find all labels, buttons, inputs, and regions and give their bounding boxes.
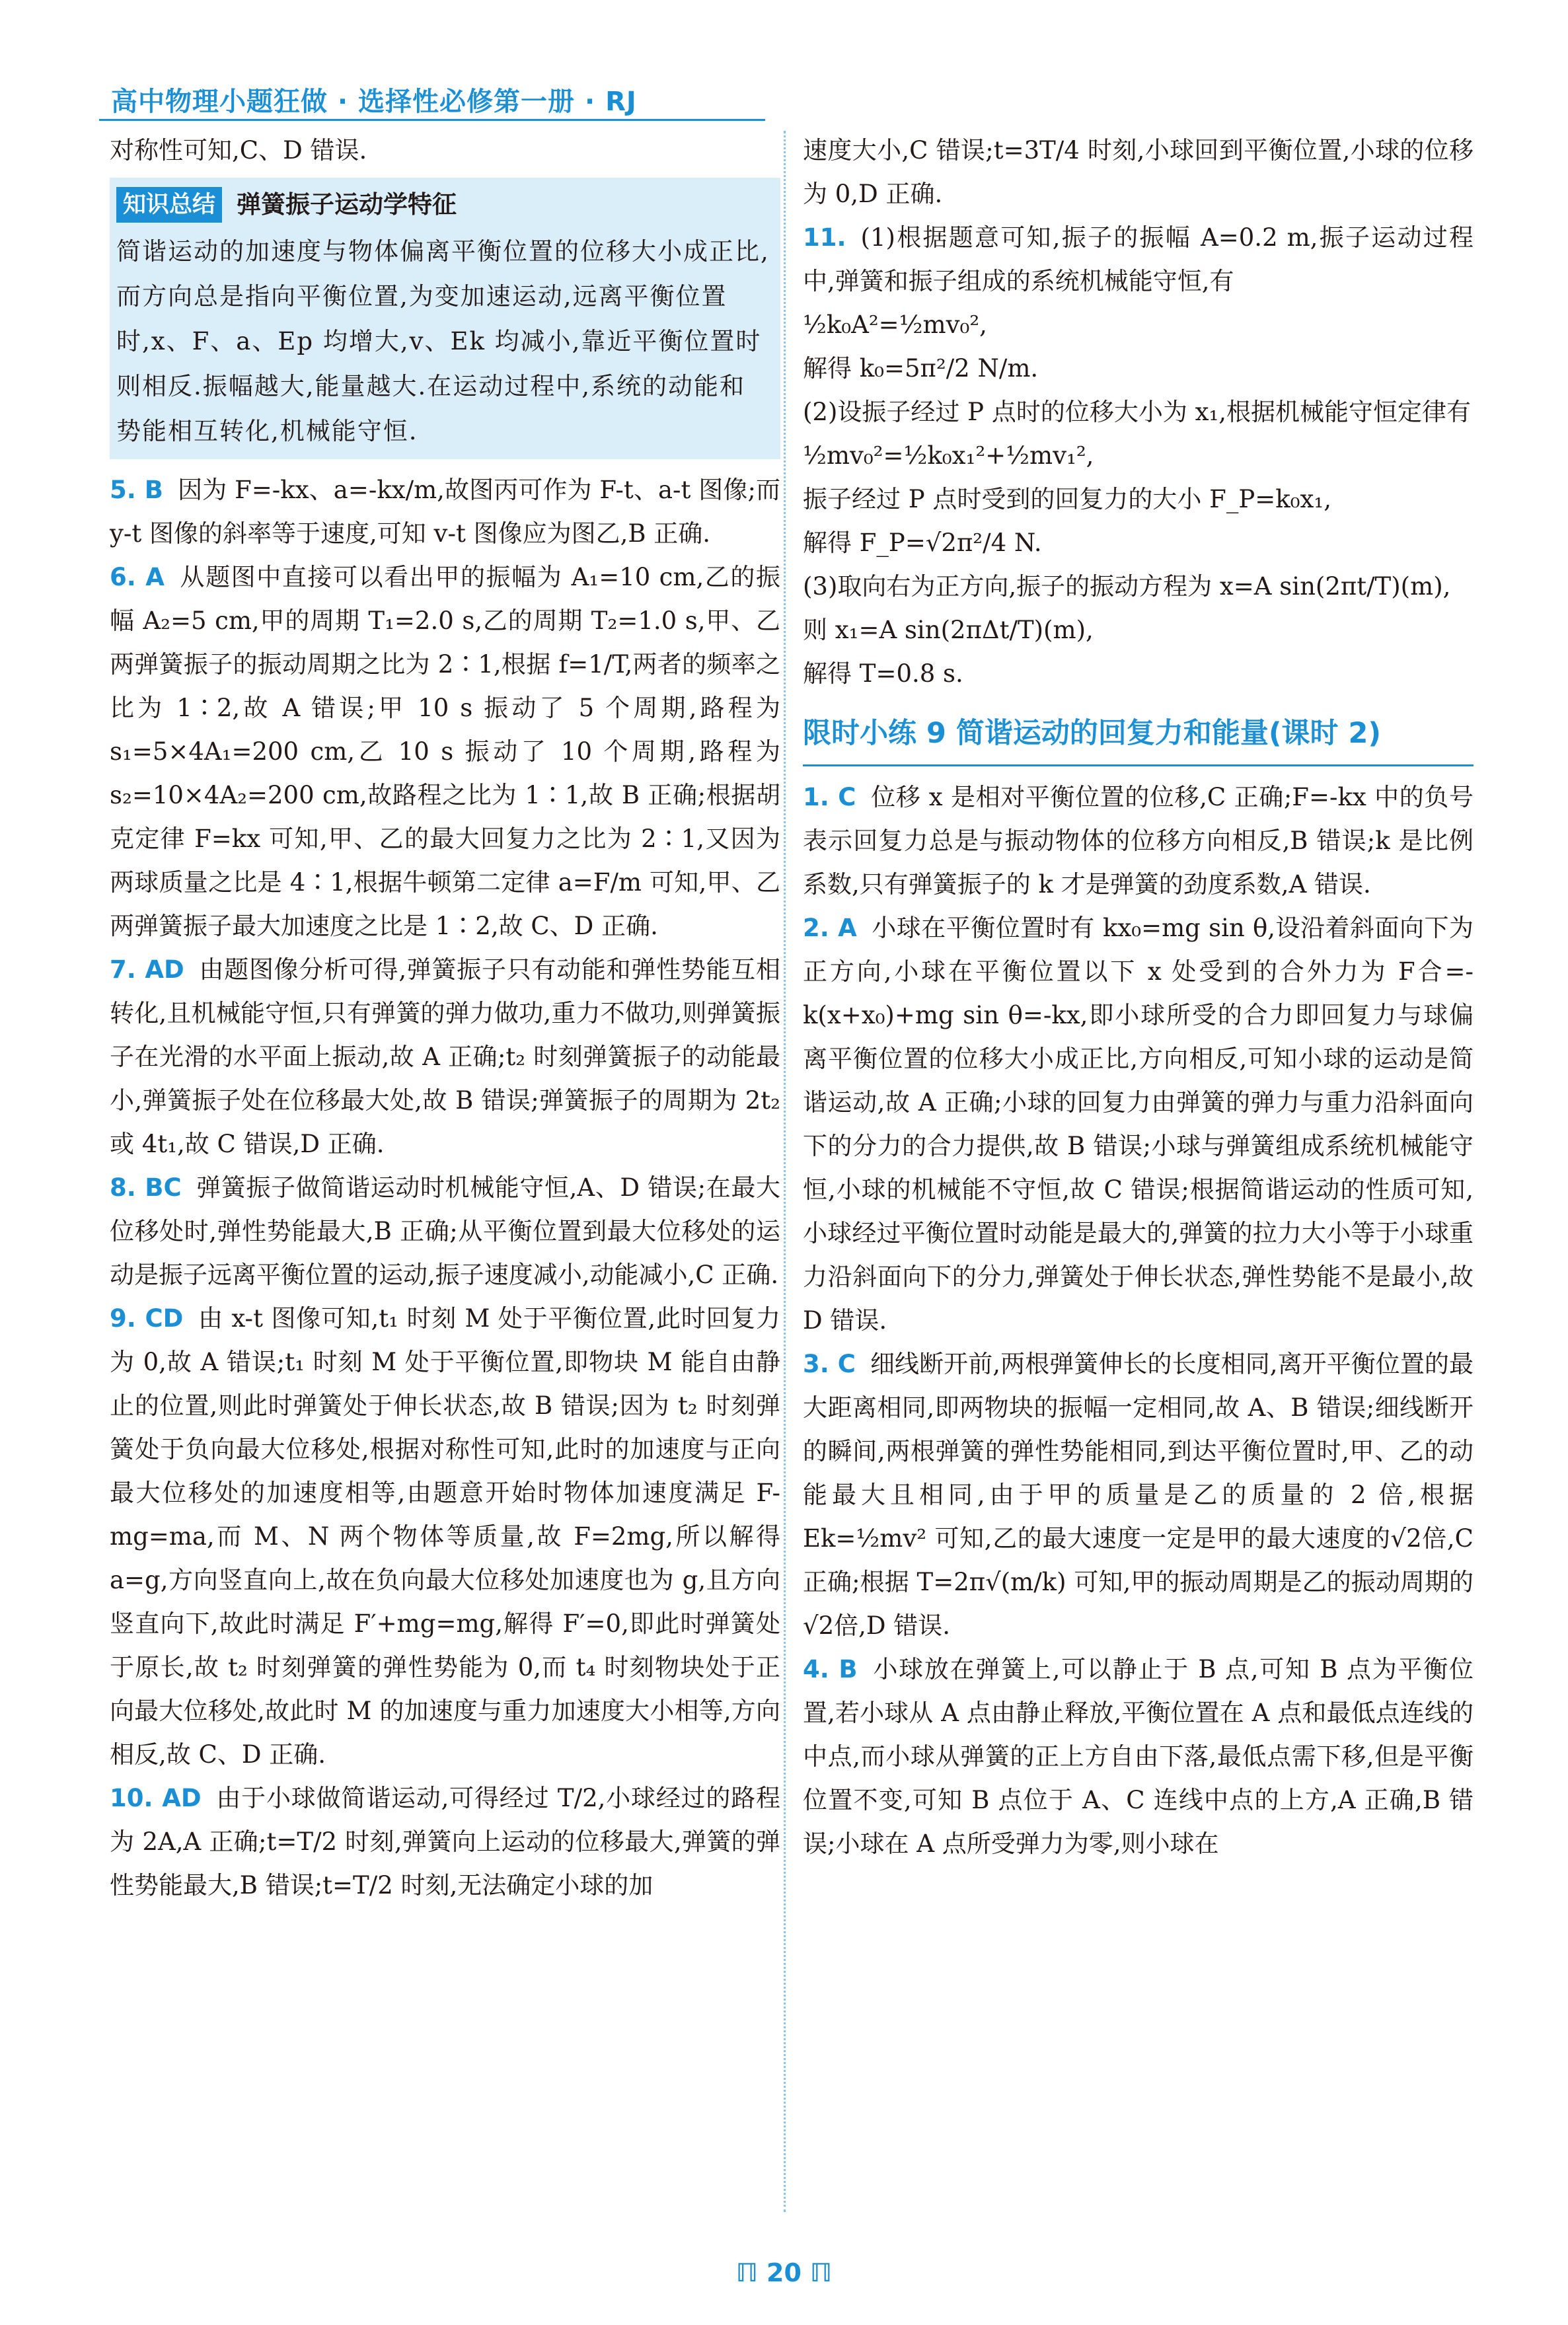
answer-number: 3. C [803, 1350, 856, 1378]
answer-number: 6. A [110, 563, 165, 591]
page-ornament-right-icon: ℿ [810, 2258, 832, 2287]
answer-item [803, 906, 1474, 1343]
answer-text: 由题图像分析可得,弹簧振子只有动能和弹性势能互相转化,且机械能守恒,只有弹簧的弹力做功,重力不做功,则弹簧振子在光滑的水平面上振动,故 A 正确;t₂ 时刻弹簧振子的动能最小,弹簧振子处在位移最大处,故 B 错误;弹簧振子的周期为 2t₂ 或 4t₁,故 C 错误,D 正确. [110, 955, 781, 1158]
answer-number: 11. [803, 223, 846, 252]
answer-number: 4. B [803, 1655, 858, 1683]
answer-number: 5. B [110, 476, 163, 504]
answer-number: 10. AD [110, 1784, 202, 1812]
summary-tag: 知识总结 [116, 187, 222, 223]
summary-title: 弹簧振子运动学特征 [237, 190, 457, 219]
right-column [803, 129, 1474, 1866]
answer-item [110, 1297, 780, 1777]
knowledge-summary-box [110, 178, 780, 459]
answer-item [803, 1648, 1474, 1866]
answer-item [110, 1777, 780, 1907]
equation-line: ½mv₀²=½k₀x₁²+½mv₁², [803, 441, 1094, 470]
answer-number: 9. CD [110, 1304, 184, 1333]
page-number [0, 2258, 1568, 2287]
answer-text: (2)设振子经过 P 点时的位移大小为 x₁,根据机械能守恒定律有 [803, 398, 1472, 426]
answer-text: 位移 x 是相对平衡位置的位移,C 正确;F=-kx 中的负号表示回复力总是与振动物体的位移方向相反,B 错误;k 是比例系数,只有弹簧振子的 k 才是弹簧的劲度系数,A 错误. [803, 783, 1474, 899]
answer-text: 细线断开前,两根弹簧伸长的长度相同,离开平衡位置的最大距离相同,即两物块的振幅一定相同,故 A、B 错误;细线断开的瞬间,两根弹簧的弹性势能相同,到达平衡位置时,甲、乙的动能最大且相同,由于甲的质量是乙的质量的 2 倍,根据 Ek=½mv² 可知,乙的最大速度一定是甲的最大速度的√2倍,C 正确;根据 T=2π√(m/k) 可知,甲的振动周期是乙的振动周期的√2倍,D 错误. [803, 1350, 1474, 1640]
answer-text: 小球在平衡位置时有 kx₀=mg sin θ,设沿着斜面向下为正方向,小球在平衡位置以下 x 处受到的合外力为 F合=-k(x+x₀)+mg sin θ=-kx,即小球所受的合力即回复力与球偏离平衡位置的位移大小成正比,方向相反,可知小球的运动是简谐运动,故 A 正确;小球的回复力由弹簧的弹力与重力沿斜面向下的分力的合力提供,故 B 错误;小球与弹簧组成系统机械能守恒,小球的机械能不守恒,故 C 错误;根据简谐运动的性质可知,小球经过平衡位置时动能是最大的,弹簧的拉力大小等于小球重力沿斜面向下的分力,弹簧处于伸长状态,弹性势能不是最小,故 D 错误. [803, 914, 1474, 1335]
equation-line: 则 x₁=A sin(2πΔt/T)(m), [803, 616, 1094, 644]
answer-item [110, 1166, 780, 1297]
running-header: 高中物理小题狂做 · 选择性必修第一册 · RJ [111, 87, 637, 117]
summary-header [116, 183, 771, 227]
answer-text: 小球放在弹簧上,可以静止于 B 点,可知 B 点为平衡位置,若小球从 A 点由静止释放,平衡位置在 A 点和最低点连线的中点,而小球从弹簧的正上方自由下落,最低点需下移,但是平衡位置不变,可知 B 点位于 A、C 连线中点的上方,A 正确,B 错误;小球在 A 点所受弹力为零,则小球在 [803, 1655, 1474, 1858]
left-column [110, 129, 780, 1907]
answer-number: 7. AD [110, 955, 184, 984]
answer-text: (1)根据题意可知,振子的振幅 A=0.2 m,振子运动过程中,弹簧和振子组成的系统机械能守恒,有 [803, 223, 1474, 295]
answer-item [803, 776, 1474, 906]
answer-item [110, 468, 780, 556]
answer-continuation: 速度大小,C 错误;t=3T/4 时刻,小球回到平衡位置,小球的位移为 0,D 正确. [803, 136, 1474, 208]
answer-text: (3)取向右为正方向,振子的振动方程为 x=A sin(2πt/T)(m), [803, 572, 1451, 601]
answer-number: 8. BC [110, 1173, 182, 1202]
answer-text: 由于小球做简谐运动,可得经过 T/2,小球经过的路程为 2A,A 正确;t=T/2 时刻,弹簧向上运动的位移最大,弹簧的弹性势能最大,B 错误;t=T/2 时刻,无法确定小球的加 [110, 1784, 780, 1900]
answer-item [803, 216, 1474, 303]
section-title: 限时小练 9 简谐运动的回复力和能量(课时 2) [803, 717, 1382, 750]
answer-item [110, 556, 780, 948]
answer-text: 因为 F=-kx、a=-kx/m,故图丙可作为 F-t、a-t 图像;而 y-t 图像的斜率等于速度,可知 v-t 图像应为图乙,B 正确. [110, 476, 780, 548]
column-divider [784, 131, 786, 2212]
summary-body: 简谐运动的加速度与物体偏离平衡位置的位移大小成正比,而方向总是指向平衡位置,为变加速运动,远离平衡位置时,x、F、a、Ep 均增大,v、Ek 均减小,靠近平衡位置时则相反.振幅越大,能量越大.在运动过程中,系统的动能和势能相互转化,机械能守恒. [116, 237, 770, 445]
answer-text: 弹簧振子做简谐运动时机械能守恒,A、D 错误;在最大位移处时,弹性势能最大,B 正确;从平衡位置到最大位移处的运动是振子远离平衡位置的运动,振子速度减小,动能减小,C 正确. [110, 1173, 780, 1289]
page-number-value: 20 [766, 2258, 802, 2287]
equation-line: 解得 F_P=√2π²/4 N. [803, 529, 1042, 557]
answer-item [110, 948, 780, 1166]
answer-item [803, 1343, 1474, 1648]
page-ornament-left-icon: ℿ [736, 2258, 758, 2287]
equation-line: 解得 k₀=5π²/2 N/m. [803, 354, 1039, 383]
equation-line: ½k₀A²=½mv₀², [803, 311, 987, 339]
answer-text: 从题图中直接可以看出甲的振幅为 A₁=10 cm,乙的振幅 A₂=5 cm,甲的周期 T₁=2.0 s,乙的周期 T₂=1.0 s,甲、乙两弹簧振子的振动周期之比为 2∶1,根据 f=1/T,两者的频率之比为 1∶2,故 A 错误;甲 10 s 振动了 5 个周期,路程为 s₁=5×4A₁=200 cm,乙 10 s 振动了 10 个周期,路程为 s₂=10×4A₂=200 cm,故路程之比为 1∶1,故 B 正确;根据胡克定律 F=kx 可知,甲、乙的最大回复力之比为 2∶1,又因为两球质量之比是 4∶1,根据牛顿第二定律 a=F/m 可知,甲、乙两弹簧振子最大加速度之比是 1∶2,故 C、D 正确. [110, 563, 780, 940]
answer-number: 2. A [803, 914, 857, 942]
section-rule [803, 764, 1474, 766]
equation-line: 解得 T=0.8 s. [803, 659, 963, 688]
answer-text: 振子经过 P 点时受到的回复力的大小 F_P=k₀x₁, [803, 485, 1331, 513]
answer-text: 由 x-t 图像可知,t₁ 时刻 M 处于平衡位置,此时回复力为 0,故 A 错误;t₁ 时刻 M 处于平衡位置,即物块 M 能自由静止的位置,则此时弹簧处于伸长状态,故 B 错误;因为 t₂ 时刻弹簧处于负向最大位移处,根据对称性可知,此时的加速度与正向最大位移处的加速度相等,由题意开始时物体加速度满足 F-mg=ma,而 M、N 两个物体等质量,故 F=2mg,所以解得 a=g,方向竖直向上,故在负向最大位移处加速度也为 g,且方向竖直向下,故此时满足 F′+mg=mg,解得 F′=0,即此时弹簧处于原长,故 t₂ 时刻弹簧的弹性势能为 0,而 t₄ 时刻物块处于正向最大位移处,故此时 M 的加速度与重力加速度大小相等,方向相反,故 C、D 正确. [110, 1304, 780, 1769]
answer-number: 1. C [803, 783, 856, 811]
header-rule [99, 119, 765, 121]
intro-line: 对称性可知,C、D 错误. [110, 136, 367, 165]
